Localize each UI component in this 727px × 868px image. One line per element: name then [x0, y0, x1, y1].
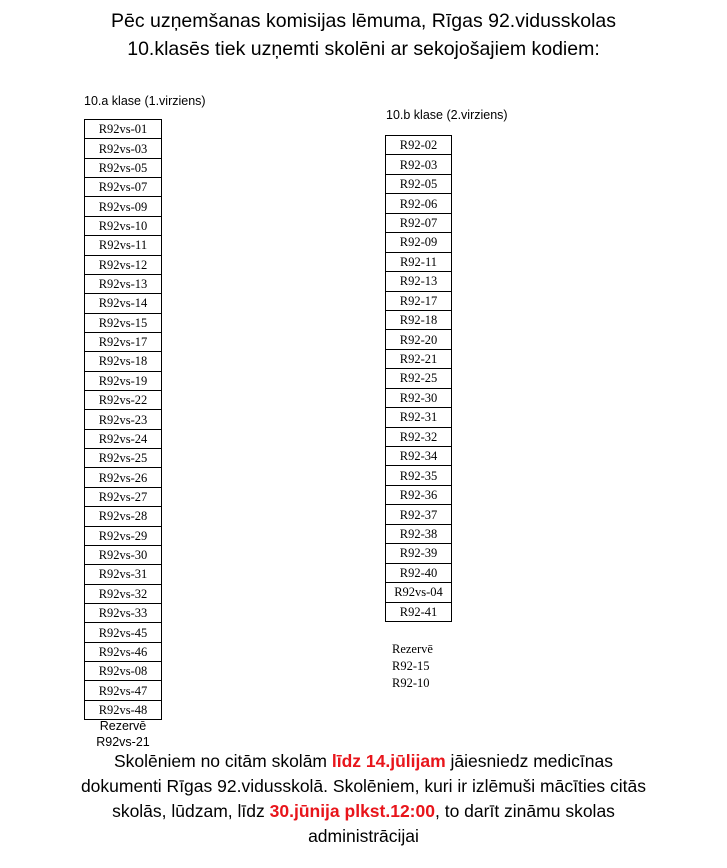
code-row	[386, 485, 452, 504]
code-row	[85, 584, 162, 603]
code-row	[85, 313, 162, 332]
admission-code: R92-18	[386, 310, 452, 329]
class-a-reserve-code: R92vs-21	[96, 735, 150, 749]
code-row	[85, 681, 162, 700]
notice-line-1	[0, 749, 727, 774]
code-row	[85, 139, 162, 158]
admission-code: R92-13	[386, 272, 452, 291]
admission-code: R92vs-14	[85, 294, 162, 313]
code-row	[85, 371, 162, 390]
code-row	[85, 662, 162, 681]
admission-code: R92vs-22	[85, 391, 162, 410]
admission-code: R92vs-47	[85, 681, 162, 700]
class-a-codes-table	[84, 119, 162, 720]
admission-code: R92vs-48	[85, 700, 162, 719]
code-row	[386, 466, 452, 485]
admission-code: R92-30	[386, 388, 452, 407]
code-row	[85, 236, 162, 255]
admission-code: R92vs-01	[85, 120, 162, 139]
code-row	[85, 507, 162, 526]
title-line-2: 10.klasēs tiek uzņemti skolēni ar sekojošajiem kodiem:	[127, 38, 600, 60]
class-b-reserve-code: R92-15	[392, 659, 430, 673]
admission-code: R92-11	[386, 252, 452, 271]
page-title	[0, 7, 727, 63]
code-row	[386, 330, 452, 349]
notice-line-3	[0, 799, 727, 824]
admission-code: R92vs-17	[85, 332, 162, 351]
code-row	[386, 291, 452, 310]
code-row	[85, 294, 162, 313]
admission-code: R92-34	[386, 447, 452, 466]
code-row	[85, 526, 162, 545]
admission-code: R92vs-45	[85, 623, 162, 642]
admission-code: R92-31	[386, 408, 452, 427]
admission-code: R92-05	[386, 174, 452, 193]
admission-code: R92vs-10	[85, 216, 162, 235]
class-b-label: 10.b klase (2.virziens)	[386, 108, 508, 122]
admission-code: R92vs-31	[85, 565, 162, 584]
admission-code: R92vs-24	[85, 429, 162, 448]
admission-code: R92vs-15	[85, 313, 162, 332]
code-row	[386, 563, 452, 582]
code-row	[386, 349, 452, 368]
admission-code: R92-07	[386, 213, 452, 232]
admission-code: R92vs-29	[85, 526, 162, 545]
code-row	[85, 565, 162, 584]
admission-code: R92-21	[386, 349, 452, 368]
code-row	[386, 174, 452, 193]
admission-code: R92vs-13	[85, 274, 162, 293]
class-b-reserve	[392, 641, 433, 692]
admission-code: R92-35	[386, 466, 452, 485]
admission-code: R92-02	[386, 136, 452, 155]
code-row	[386, 388, 452, 407]
admission-code: R92vs-11	[85, 236, 162, 255]
notice-text: jāiesniedz medicīnas	[445, 751, 613, 771]
admission-code: R92-25	[386, 369, 452, 388]
admission-code: R92vs-46	[85, 642, 162, 661]
admission-code: R92vs-05	[85, 158, 162, 177]
notice-text: skolās, lūdzam, līdz	[112, 801, 270, 821]
admission-code: R92vs-30	[85, 545, 162, 564]
admission-code: R92-32	[386, 427, 452, 446]
code-row	[85, 274, 162, 293]
notice-line-4: administrācijai	[308, 826, 419, 846]
code-row	[386, 136, 452, 155]
class-a-reserve	[84, 718, 162, 750]
code-row	[85, 391, 162, 410]
code-row	[85, 603, 162, 622]
notice-line-2: dokumenti Rīgas 92.vidusskolā. Skolēniem, kuri ir izlēmuši mācīties citās	[80, 776, 647, 796]
admission-code: R92-37	[386, 505, 452, 524]
notice-text: , to darīt zināmu skolas	[434, 801, 615, 821]
code-row	[85, 197, 162, 216]
code-row	[85, 352, 162, 371]
admission-code: R92vs-09	[85, 197, 162, 216]
admission-code: R92vs-26	[85, 468, 162, 487]
admission-notice	[0, 749, 727, 849]
code-row	[85, 642, 162, 661]
code-row	[386, 583, 452, 602]
admission-code: R92-06	[386, 194, 452, 213]
admission-code: R92-41	[386, 602, 452, 621]
admission-code: R92vs-28	[85, 507, 162, 526]
code-row	[386, 505, 452, 524]
admission-code: R92-03	[386, 155, 452, 174]
code-row	[386, 310, 452, 329]
title-line-1: Pēc uzņemšanas komisijas lēmuma, Rīgas 92.vidusskolas	[110, 10, 617, 32]
class-b-reserve-label: Rezervē	[392, 642, 433, 656]
code-row	[85, 623, 162, 642]
admission-code: R92vs-08	[85, 662, 162, 681]
admission-code: R92vs-12	[85, 255, 162, 274]
code-row	[85, 332, 162, 351]
admission-code: R92vs-32	[85, 584, 162, 603]
code-row	[386, 427, 452, 446]
code-row	[386, 155, 452, 174]
code-row	[85, 700, 162, 719]
medical-deadline: līdz 14.jūlijam	[331, 751, 446, 771]
admission-code: R92-40	[386, 563, 452, 582]
code-row	[386, 213, 452, 232]
class-a-label: 10.a klase (1.virziens)	[84, 94, 206, 108]
class-b-codes-table	[385, 135, 452, 622]
code-row	[386, 252, 452, 271]
code-row	[386, 602, 452, 621]
code-row	[386, 194, 452, 213]
admission-code: R92vs-19	[85, 371, 162, 390]
notice-text: Skolēniem no citām skolām	[114, 751, 332, 771]
admission-code: R92vs-23	[85, 410, 162, 429]
code-row	[386, 544, 452, 563]
code-row	[85, 216, 162, 235]
code-row	[386, 233, 452, 252]
code-row	[85, 545, 162, 564]
admission-code: R92vs-04	[386, 583, 452, 602]
admission-code: R92vs-33	[85, 603, 162, 622]
code-row	[386, 369, 452, 388]
admission-code: R92-39	[386, 544, 452, 563]
code-row	[386, 408, 452, 427]
admission-code: R92vs-27	[85, 487, 162, 506]
admission-code: R92-36	[386, 485, 452, 504]
code-row	[85, 255, 162, 274]
code-row	[85, 120, 162, 139]
code-row	[85, 158, 162, 177]
code-row	[85, 429, 162, 448]
admission-code: R92vs-18	[85, 352, 162, 371]
code-row	[85, 487, 162, 506]
withdrawal-deadline: 30.jūnija plkst.12:00	[269, 801, 435, 821]
code-row	[386, 524, 452, 543]
admission-code: R92vs-03	[85, 139, 162, 158]
admission-code: R92-20	[386, 330, 452, 349]
code-row	[386, 447, 452, 466]
admission-code: R92vs-07	[85, 178, 162, 197]
code-row	[85, 468, 162, 487]
admission-code: R92-17	[386, 291, 452, 310]
code-row	[85, 178, 162, 197]
class-a-reserve-label: Rezervē	[99, 719, 147, 733]
admission-code: R92vs-25	[85, 449, 162, 468]
code-row	[85, 449, 162, 468]
admission-code: R92-38	[386, 524, 452, 543]
class-b-reserve-code: R92-10	[392, 676, 430, 690]
code-row	[386, 272, 452, 291]
code-row	[85, 410, 162, 429]
admission-code: R92-09	[386, 233, 452, 252]
